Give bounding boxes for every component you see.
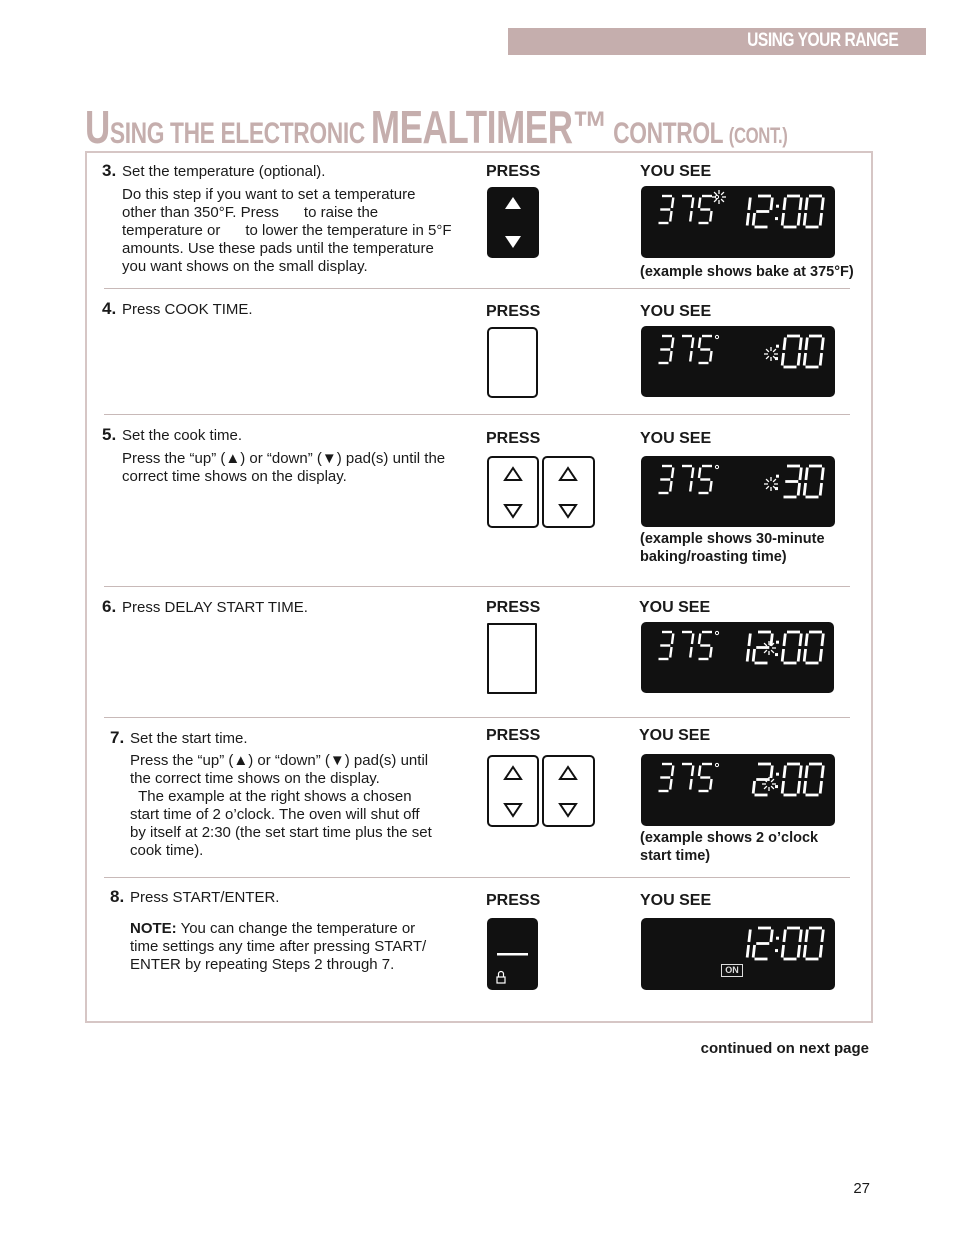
body-line: Press the “up” (▲) or “down” (▼) pad(s) until the <box>122 450 446 467</box>
divider <box>104 877 850 878</box>
up-arrow-icon <box>505 197 521 209</box>
up-arrow-icon <box>505 468 521 480</box>
body-line: temperature or to lower the temperature in 5°F <box>122 222 452 239</box>
section-tab-label: USING YOUR RANGE <box>746 30 898 51</box>
press-label: PRESS <box>486 892 541 909</box>
caption-line: (example shows 2 o’clock <box>640 830 819 846</box>
step-title: Set the cook time. <box>122 427 243 444</box>
caption <box>640 829 818 865</box>
divider <box>104 288 850 289</box>
down-arrow-icon <box>560 505 576 517</box>
hour-up-down-pad[interactable] <box>487 755 539 827</box>
body-line: other than 350°F. Press to raise the <box>122 204 379 221</box>
display-panel <box>641 754 835 826</box>
step-number: 8. <box>110 887 125 906</box>
down-arrow-icon <box>505 236 521 248</box>
step-number: 7. <box>110 728 125 747</box>
step-title: Press START/ENTER. <box>130 889 280 906</box>
step-note <box>130 920 475 974</box>
note-label: NOTE: <box>130 920 177 937</box>
lock-icon <box>497 972 505 984</box>
dash-mark <box>497 953 528 956</box>
press-label: PRESS <box>486 430 541 447</box>
note-text: You can change the temperature or <box>176 920 416 937</box>
up-arrow-icon <box>560 767 576 779</box>
down-arrow-icon <box>505 505 521 517</box>
title-mealtimer: MEALTIMER™ <box>370 101 608 153</box>
caption-line: baking/roasting time) <box>640 549 787 565</box>
press-label: PRESS <box>486 727 541 744</box>
caption-line: (example shows 30-minute <box>640 531 825 547</box>
divider <box>104 414 850 415</box>
up-arrow-icon <box>560 468 576 480</box>
continued-note: continued on next page <box>700 1040 869 1057</box>
step-title: Set the start time. <box>130 730 248 747</box>
down-arrow-icon <box>505 804 521 816</box>
cook-time-pad[interactable] <box>487 327 538 398</box>
caption <box>640 263 854 281</box>
body-line: by itself at 2:30 (the set start time plus the set <box>130 824 432 841</box>
note-line <box>130 920 475 938</box>
divider <box>104 717 850 718</box>
step-title: Press DELAY START TIME. <box>122 599 308 616</box>
title-part-1: SING THE ELECTRONIC <box>109 117 371 150</box>
on-indicator: ON <box>721 964 743 977</box>
section-tab <box>508 28 926 55</box>
temp-up-down-pad[interactable] <box>487 187 539 258</box>
delay-start-pad[interactable] <box>487 623 537 694</box>
press-label: PRESS <box>486 163 541 180</box>
display-panel <box>641 622 834 693</box>
step-number: 5. <box>102 425 117 444</box>
page-number: 27 <box>853 1180 870 1197</box>
note-line: time settings any time after pressing START/ <box>130 938 427 955</box>
body-line: Do this step if you want to set a temperature <box>122 186 416 203</box>
up-arrow-icon <box>505 767 521 779</box>
step-number: 3. <box>102 161 117 180</box>
display-panel <box>641 456 835 527</box>
body-line: the correct time shows on the display. <box>130 770 380 787</box>
display-panel <box>641 326 835 397</box>
caption-line: start time) <box>640 848 711 864</box>
you-see-label: YOU SEE <box>639 727 711 744</box>
divider <box>104 586 850 587</box>
display-panel <box>641 918 835 990</box>
step-body <box>130 752 475 860</box>
body-line: start time of 2 o’clock. The oven will shut off <box>130 806 420 823</box>
you-see-label: YOU SEE <box>639 599 711 616</box>
step-title: Set the temperature (optional). <box>122 163 326 180</box>
start-enter-pad[interactable] <box>487 918 538 990</box>
step-number: 4. <box>102 299 117 318</box>
step-title: Press COOK TIME. <box>122 301 253 318</box>
you-see-label: YOU SEE <box>640 430 712 447</box>
step-body <box>122 450 472 486</box>
down-arrow-icon <box>560 804 576 816</box>
minute-up-down-pad[interactable] <box>542 755 595 827</box>
step-body <box>122 186 472 276</box>
caption-line: (example shows bake at 375°F) <box>640 264 854 280</box>
body-line: cook time). <box>130 842 204 859</box>
body-line: amounts. Use these pads until the temperature <box>122 240 434 257</box>
press-label: PRESS <box>486 303 541 320</box>
press-label: PRESS <box>486 599 541 616</box>
title-initial: U <box>85 101 110 153</box>
page-title <box>85 100 788 153</box>
title-cont: (CONT.) <box>728 123 788 148</box>
body-line: correct time shows on the display. <box>122 468 347 485</box>
body-line: The example at the right shows a chosen <box>130 788 412 805</box>
body-line: you want shows on the small display. <box>122 258 368 275</box>
minute-up-down-pad[interactable] <box>542 456 595 528</box>
you-see-label: YOU SEE <box>640 892 712 909</box>
title-part-2: CONTROL <box>607 117 729 150</box>
hour-up-down-pad[interactable] <box>487 456 539 528</box>
caption <box>640 530 825 566</box>
you-see-label: YOU SEE <box>640 303 712 320</box>
step-number: 6. <box>102 597 117 616</box>
display-panel <box>641 186 835 258</box>
you-see-label: YOU SEE <box>640 163 712 180</box>
body-line: Press the “up” (▲) or “down” (▼) pad(s) until <box>130 752 429 769</box>
note-line: ENTER by repeating Steps 2 through 7. <box>130 956 395 973</box>
